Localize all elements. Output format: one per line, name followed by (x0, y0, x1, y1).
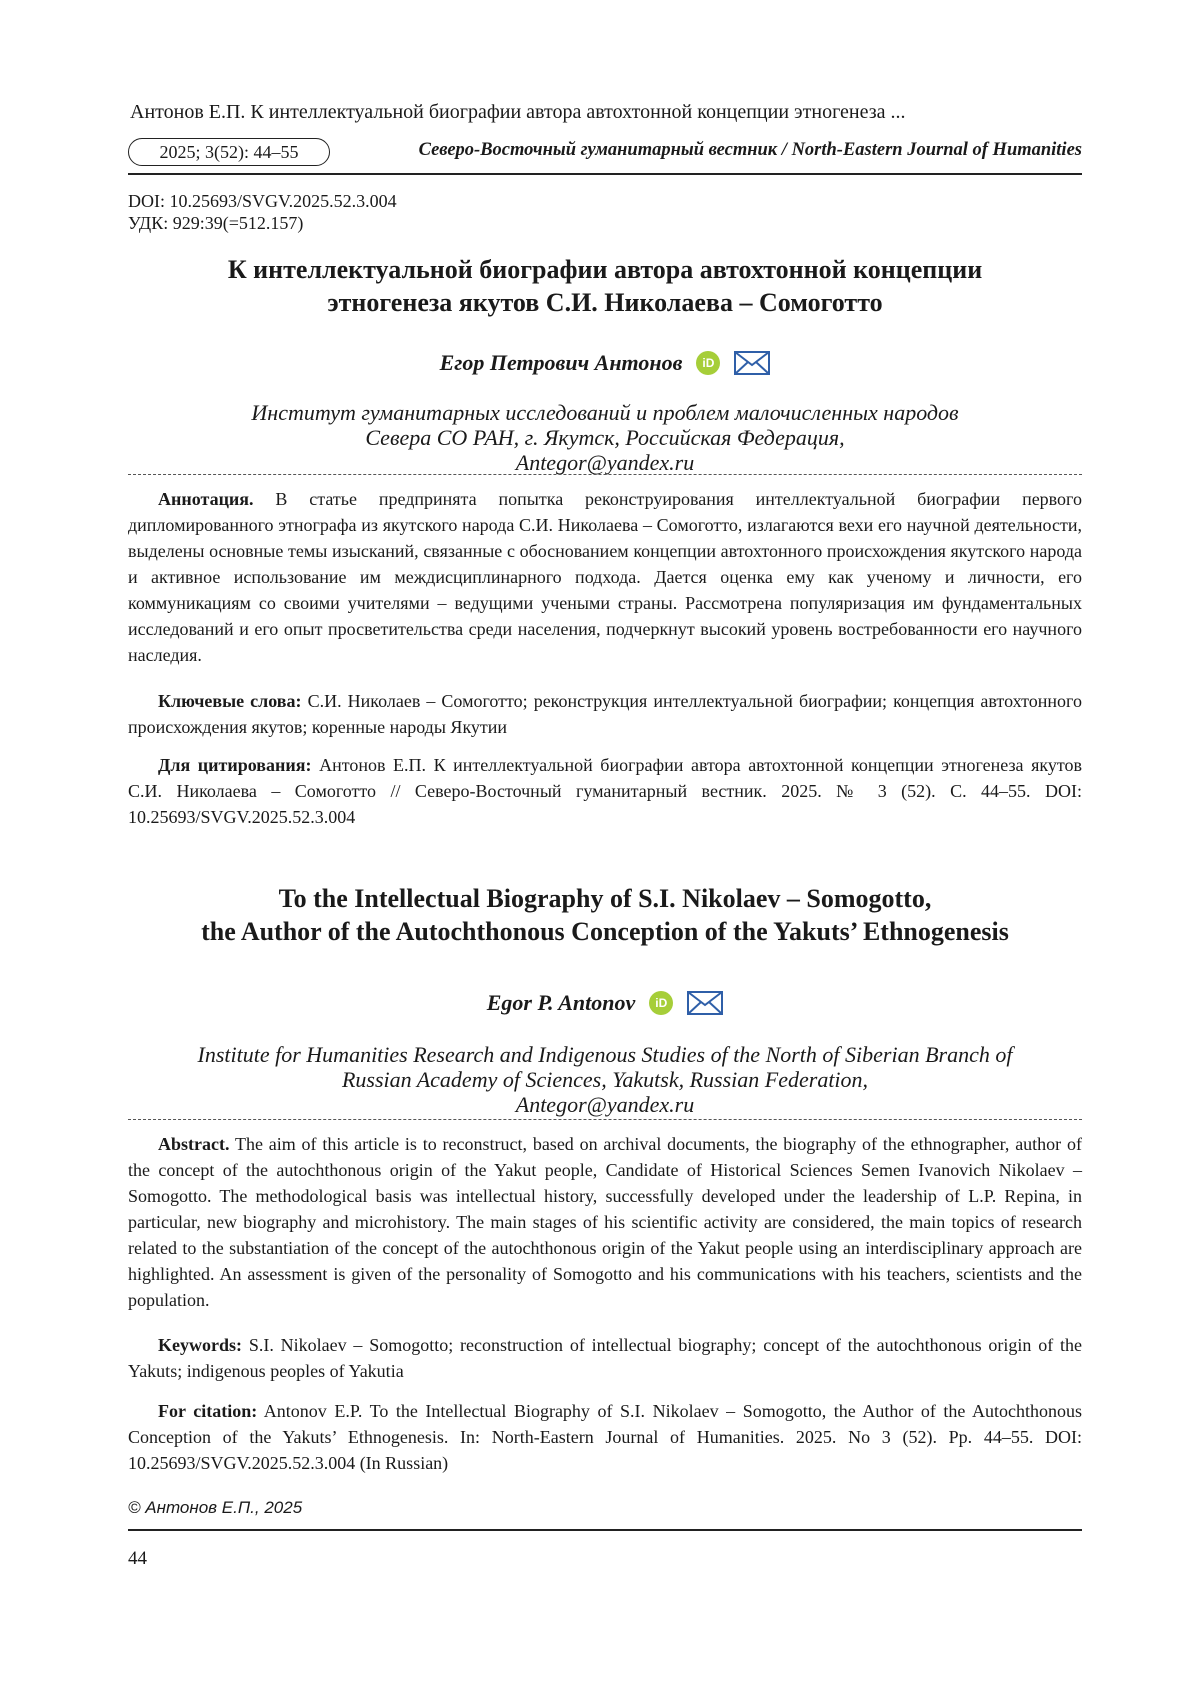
running-title: Антонов Е.П. К интеллектуальной биографии автора автохтонной концепции этногенеза ... (130, 101, 906, 123)
ru-abstract (128, 486, 1082, 668)
en-citation-label: For citation: (158, 1401, 258, 1421)
en-author-name: Egor P. Antonov (486, 990, 636, 1015)
en-abstract-label: Abstract. (158, 1134, 230, 1154)
ru-citation-text: Антонов Е.П. К интеллектуальной биографии автора автохтонной концепции этногенеза якутов С.И. Николаева – Сомоготто // Северо-Восточный гуманитарный вестник. 2025. № 3 (52). С. 44–55. DOI: 10.25693/SVGV.2025.52.3.004 (128, 755, 1083, 827)
ru-citation-label: Для цитирования: (158, 755, 312, 775)
footer-rule (128, 1529, 1082, 1531)
en-author-row (128, 986, 1082, 1020)
en-affiliation-line1: Institute for Humanities Research and Indigenous Studies of the North of Siberian Branch of (197, 1042, 1013, 1067)
ru-affiliation (128, 400, 1082, 475)
ru-abstract-label: Аннотация. (158, 489, 254, 509)
en-dashed-divider (128, 1119, 1082, 1120)
mail-icon[interactable] (734, 351, 770, 375)
ru-title-line2: этногенеза якутов С.И. Николаева – Сомоготто (327, 288, 883, 317)
ru-keywords (128, 688, 1082, 740)
header-rule (128, 173, 1082, 175)
ru-email[interactable]: Antegor@yandex.ru (515, 450, 695, 475)
doi: DOI: 10.25693/SVGV.2025.52.3.004 (128, 191, 397, 211)
ru-citation (128, 752, 1082, 830)
ru-dashed-divider (128, 474, 1082, 475)
mail-icon[interactable] (687, 991, 723, 1015)
udc: УДК: 929:39(=512.157) (128, 213, 304, 233)
en-title (128, 882, 1082, 948)
en-citation (128, 1398, 1082, 1476)
en-abstract (128, 1131, 1082, 1313)
issue-badge: 2025; 3(52): 44–55 (128, 138, 330, 166)
orcid-icon[interactable]: iD (696, 351, 720, 375)
identifiers (128, 190, 397, 234)
en-keywords-text: S.I. Nikolaev – Somogotto; reconstruction of intellectual biography; concept of the autochthonous origin of the Yakuts; indigenous peoples of Yakutia (128, 1335, 1082, 1381)
ru-author-row (128, 346, 1082, 380)
orcid-icon[interactable]: iD (649, 991, 673, 1015)
ru-author-name: Егор Петрович Антонов (439, 350, 683, 375)
en-affiliation-line2: Russian Academy of Sciences, Yakutsk, Russian Federation, (341, 1067, 869, 1092)
ru-affiliation-line1: Институт гуманитарных исследований и проблем малочисленных народов (251, 400, 959, 425)
ru-abstract-text: В статье предпринята попытка реконструирования интеллектуальной биографии первого дипломированного этнографа из якутского народа С.И. Николаева – Сомоготто, излагаются вехи его научной деятельности, выделены основные темы изысканий, связанные с обоснованием концепции автохтонного происхождения якутского народа и активное использование им междисциплинарного подхода. Дается оценка ему как ученому и личности, его коммуникациям со своими учителями – ведущими учеными страны. Рассмотрена популяризация им фундаментальных исследований и его опыт просветительства среди населения, подчеркнут высокий уровень востребованности его научного наследия. (128, 489, 1082, 665)
ru-keywords-text: С.И. Николаев – Сомоготто; реконструкция интеллектуальной биографии; концепция автохтонного происхождения якутов; коренные народы Якутии (128, 691, 1082, 737)
ru-keywords-label: Ключевые слова: (158, 691, 302, 711)
en-title-line1: To the Intellectual Biography of S.I. Nikolaev – Somogotto, (278, 884, 932, 913)
issue-row (128, 138, 1082, 172)
en-keywords (128, 1332, 1082, 1384)
en-title-line2: the Author of the Autochthonous Conception of the Yakuts’ Ethnogenesis (201, 917, 1009, 946)
en-keywords-label: Keywords: (158, 1335, 242, 1355)
en-abstract-text: The aim of this article is to reconstruct, based on archival documents, the biography of the ethnographer, author of the concept of the autochthonous origin of the Yakut people, Candidate of Historical Sciences Semen Ivanovich Nikolaev – Somogotto. The methodological basis was intellectual history, successfully developed under the leadership of L.P. Repina, in particular, new biography and microhistory. The main stages of his scientific activity are considered, the main topics of research related to the substantiation of the concept of the autochthonous origin of the Yakut people using an interdisciplinary approach are highlighted. An assessment is given of the personality of Somogotto and his communications with his teachers, scientists and the population. (128, 1134, 1082, 1310)
copyright: © Антонов Е.П., 2025 (128, 1498, 303, 1517)
journal-name: Северо-Восточный гуманитарный вестник / North-Eastern Journal of Humanities (418, 140, 1082, 160)
ru-title-line1: К интеллектуальной биографии автора автохтонной концепции (227, 255, 983, 284)
ru-affiliation-line2: Севера СО РАН, г. Якутск, Российская Федерация, (365, 425, 845, 450)
en-email[interactable]: Antegor@yandex.ru (515, 1092, 695, 1117)
en-citation-text: Antonov E.P. To the Intellectual Biography of S.I. Nikolaev – Somogotto, the Author of the Autochthonous Conception of the Yakuts’ Ethnogenesis. In: North-Eastern Journal of Humanities. 2025. No 3 (52). Pp. 44–55. DOI: 10.25693/SVGV.2025.52.3.004 (In Russian) (128, 1401, 1082, 1473)
page-number: 44 (128, 1548, 147, 1569)
en-affiliation (128, 1042, 1082, 1117)
ru-title (128, 253, 1082, 319)
